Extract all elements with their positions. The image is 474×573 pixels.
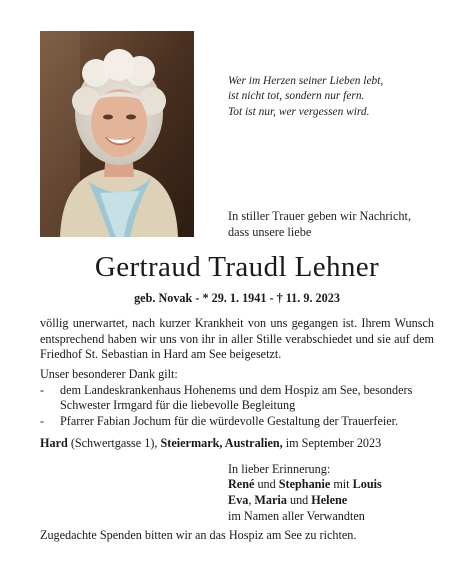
connector: mit <box>330 477 353 491</box>
thanks-item-text: Pfarrer Fabian Jochum für die würdevolle Gestaltung der Trauerfeier. <box>60 413 399 428</box>
memory-heading: In lieber Erinnerung: <box>228 462 331 476</box>
birth-death-dates <box>0 291 474 306</box>
relative-names <box>228 508 365 524</box>
intro-line: In stiller Trauer geben wir Nachricht, <box>228 209 412 223</box>
thanks-heading: Unser besonderer Dank gilt: <box>40 367 178 381</box>
relative-name: Stephanie <box>278 477 331 491</box>
memorial-quote <box>228 74 383 120</box>
thanks-item <box>40 383 412 399</box>
maiden-name: geb. Novak <box>134 291 193 305</box>
connector: und <box>254 477 279 491</box>
relative-name: Helene <box>311 493 348 507</box>
relative-name: Louis <box>352 477 382 491</box>
town: Hard <box>40 436 68 450</box>
place-and-date <box>40 436 381 451</box>
deceased-name: Gertraud Traudl Lehner <box>94 251 380 283</box>
list-dash: - <box>40 382 45 397</box>
relatives-note: im Namen aller Verwandten <box>228 509 365 523</box>
acknowledgements <box>40 367 412 429</box>
relative-names <box>228 476 382 492</box>
relative-name: Eva <box>228 493 249 507</box>
relative-names <box>228 492 347 508</box>
date: im September 2023 <box>282 436 382 450</box>
quote-line: Tot ist nur, wer vergessen wird. <box>228 105 370 118</box>
donation-note: Zugedachte Spenden bitten wir an das Hospiz am See zu richten. <box>40 528 357 542</box>
regions: Steiermark, Australien, <box>160 436 283 450</box>
list-dash: - <box>40 413 45 428</box>
announcement-body: völlig unerwartet, nach kurzer Krankheit von uns gegangen ist. Ihrem Wunsch entsprechend haben wir uns von ihr in aller Stille verabschiedet und sie auf dem Friedhof St. Sebastian in Hard am See beigesetzt. <box>40 316 434 361</box>
address: (Schwertgasse 1), <box>67 436 161 450</box>
thanks-item-text: dem Landeskrankenhaus Hohenems und dem Hospiz am See, besonders <box>60 382 413 397</box>
portrait-photo <box>40 31 194 237</box>
thanks-item-continuation: Schwester Irmgard für die liebevolle Begleitung <box>60 398 296 412</box>
announcement-intro <box>228 208 411 240</box>
thanks-item <box>40 414 412 430</box>
life-dates: - * 29. 1. 1941 - † 11. 9. 2023 <box>192 291 340 305</box>
relative-name: René <box>228 477 255 491</box>
intro-line: dass unsere liebe <box>228 225 312 239</box>
connector: , <box>248 493 255 507</box>
quote-line: Wer im Herzen seiner Lieben lebt, <box>228 75 384 87</box>
quote-line: ist nicht tot, sondern nur fern. <box>228 90 365 103</box>
connector: und <box>286 493 312 507</box>
relative-name: Maria <box>254 493 287 507</box>
